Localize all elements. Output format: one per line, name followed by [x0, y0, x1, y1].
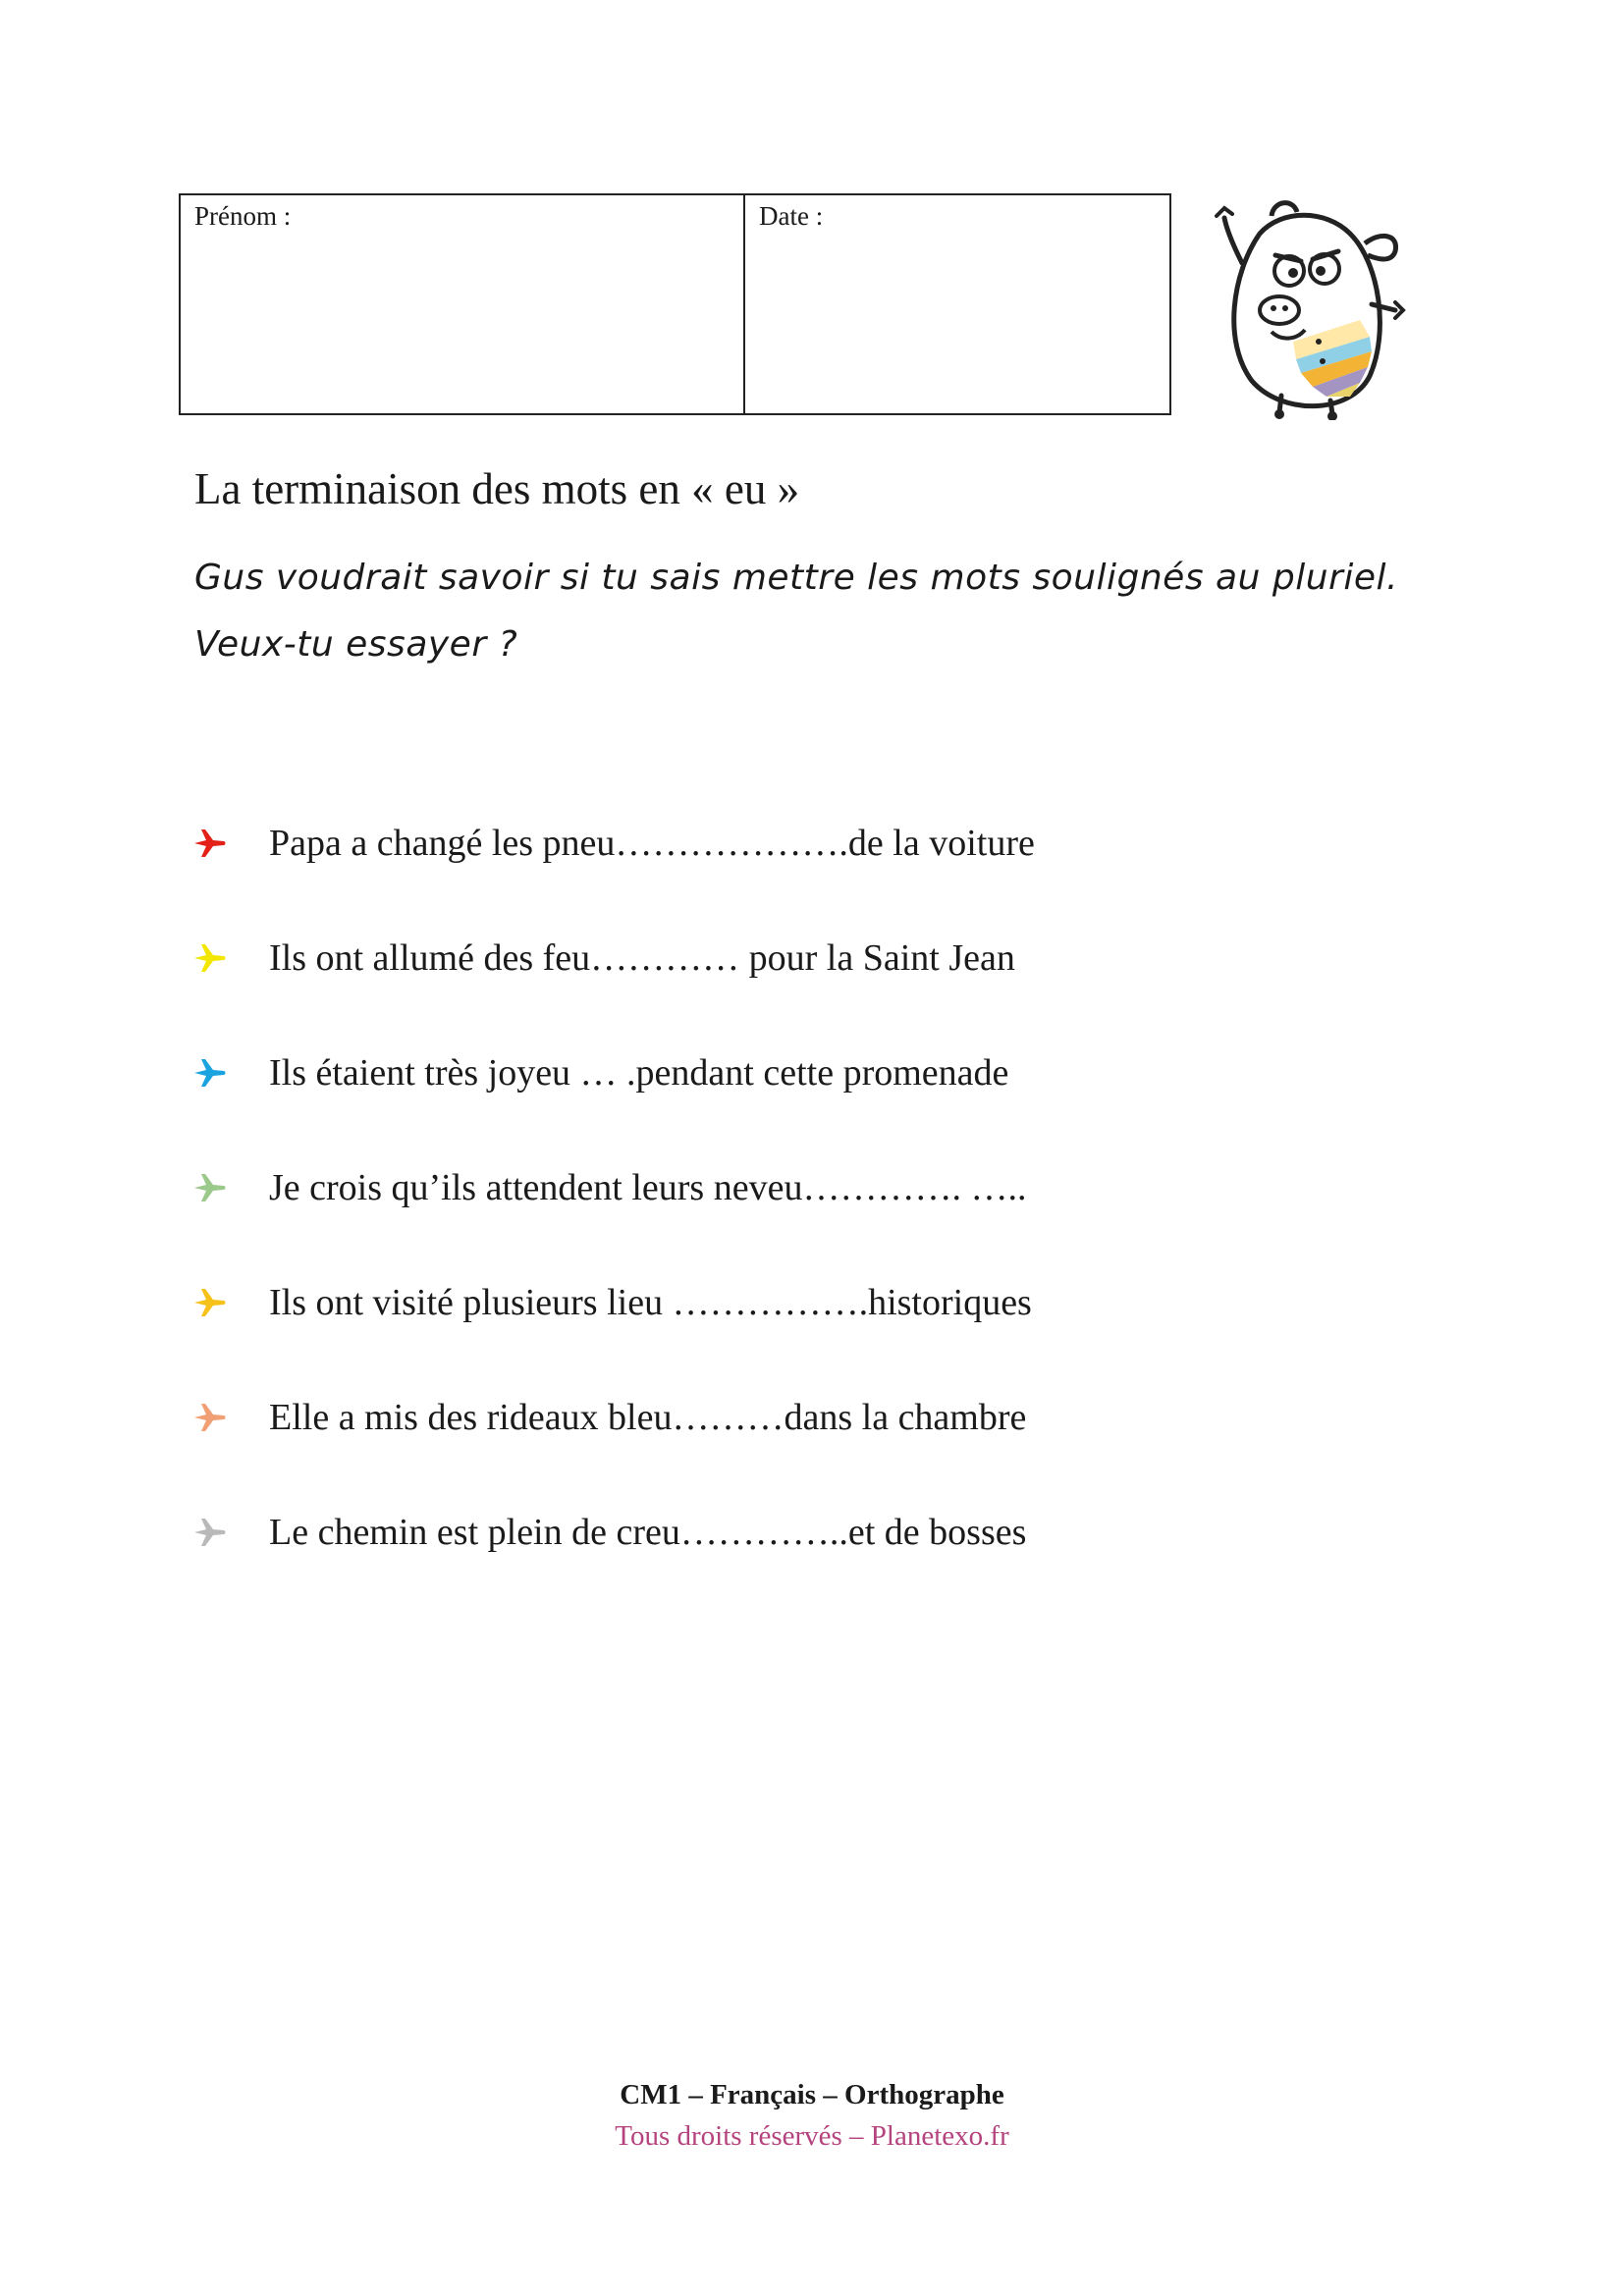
- exercise-item: [192, 1015, 1430, 1130]
- footer-course-label: CM1 – Français – Orthographe: [620, 2079, 1004, 2110]
- exercise-list: [192, 785, 1430, 1589]
- exercise-item: [192, 785, 1430, 900]
- plane-icon: [192, 1171, 226, 1204]
- name-date-table: [179, 193, 1171, 415]
- plane-icon: [192, 1401, 226, 1434]
- plane-icon: [192, 827, 226, 860]
- exercise-item: [192, 900, 1430, 1015]
- exercise-sentence: Ils étaient très joyeu … .pendant cette promenade: [269, 1051, 1009, 1094]
- prenom-field[interactable]: [181, 195, 745, 413]
- plane-icon: [192, 1516, 226, 1549]
- prenom-label: Prénom :: [194, 201, 292, 231]
- exercise-sentence: Je crois qu’ils attendent leurs neveu…………. …..: [269, 1166, 1027, 1208]
- plane-icon: [192, 1056, 226, 1090]
- exercise-item: [192, 1360, 1430, 1474]
- exercise-sentence: Ils ont visité plusieurs lieu …………….historiques: [269, 1281, 1032, 1323]
- exercise-item: [192, 1474, 1430, 1589]
- plane-icon: [192, 941, 226, 975]
- exercise-sentence: Ils ont allumé des feu………… pour la Saint Jean: [269, 936, 1015, 979]
- instructions-text: Gus voudrait savoir si tu sais mettre les mots soulignés au pluriel. Veux-tu essayer ?: [194, 558, 1398, 665]
- worksheet-title: La terminaison des mots en « eu »: [194, 464, 800, 513]
- exercise-item: [192, 1245, 1430, 1360]
- sheep-mascot-icon: [1203, 194, 1409, 420]
- plane-icon: [192, 1286, 226, 1319]
- exercise-item: [192, 1130, 1430, 1245]
- exercise-sentence: Le chemin est plein de creu…………..et de bosses: [269, 1511, 1027, 1553]
- exercise-sentence: Papa a changé les pneu……………….de la voiture: [269, 822, 1035, 864]
- date-field[interactable]: [745, 195, 1169, 413]
- footer-copyright: Tous droits réservés – Planetexo.fr: [615, 2120, 1009, 2152]
- exercise-sentence: Elle a mis des rideaux bleu………dans la chambre: [269, 1396, 1027, 1438]
- date-label: Date :: [759, 201, 824, 231]
